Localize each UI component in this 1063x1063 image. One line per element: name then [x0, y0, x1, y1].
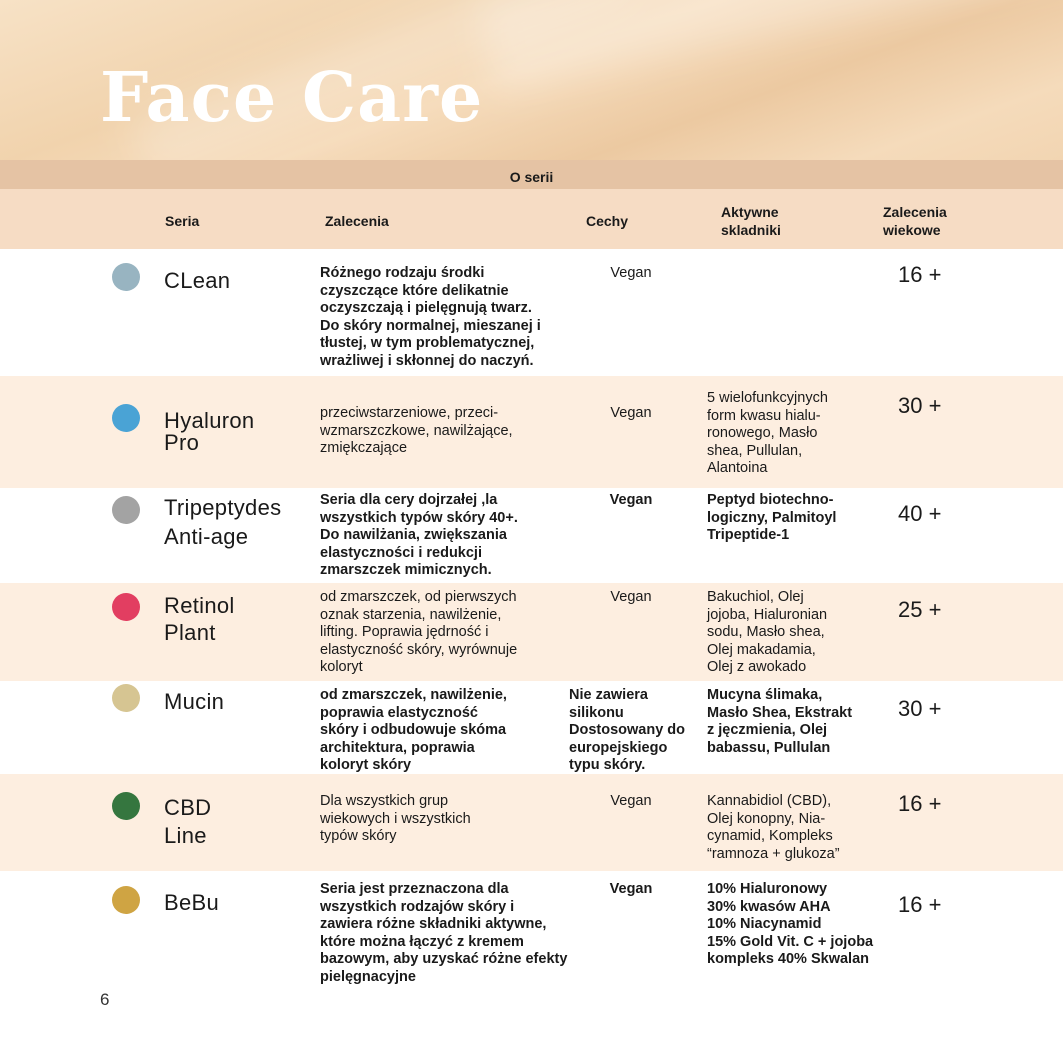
series-color-dot [112, 886, 140, 914]
text-line: Vegan [609, 492, 653, 508]
text-line: elastyczność skóry, wyrównuje [320, 641, 518, 658]
text-line: Do nawilżania, zwiększania [320, 527, 507, 543]
text-line: europejskiego [569, 739, 668, 756]
series-description [320, 793, 565, 846]
text-line: 10% Niacynamid [707, 916, 822, 932]
series-name [164, 688, 309, 715]
text-line: wzmarszczkowe, nawilżające, [320, 422, 513, 439]
series-age: 25 + [898, 597, 942, 622]
text-line: silikonu [569, 704, 624, 721]
text-line: typów skóry [320, 828, 397, 844]
text-line: Dostosowany do [569, 722, 686, 738]
text-line: 5 wielofunkcyjnych [707, 390, 828, 406]
text-line: sodu, Masło shea, [707, 624, 825, 640]
text-line: czyszczące które delikatnie [320, 282, 509, 299]
series-ingredients [707, 492, 882, 545]
table-row [0, 871, 1063, 986]
series-description [320, 687, 565, 775]
text-line: oczyszczają i pielęgnują twarz. [320, 300, 532, 316]
text-line: logiczny, Palmitoyl [707, 509, 837, 526]
series-name [164, 794, 309, 849]
series-features [586, 881, 676, 899]
series-color-dot [112, 593, 140, 621]
text-line: od zmarszczek, nawilżenie, [320, 687, 507, 703]
text-line: zmarszczek mimicznych. [320, 562, 492, 578]
series-name-line2: Line [164, 823, 207, 848]
series-name-line1: CLean [164, 268, 231, 293]
header-series: Seria [165, 213, 200, 229]
series-features [586, 405, 676, 423]
table-row [0, 488, 1063, 583]
text-line: 30% kwasów AHA [707, 898, 831, 915]
series-name-line1: Mucin [164, 689, 225, 714]
text-line: Masło Shea, Ekstrakt [707, 704, 853, 721]
text-line: shea, Pullulan, [707, 442, 803, 459]
series-name [164, 494, 309, 550]
table-row [0, 249, 1063, 376]
text-line: Dla wszystkich grup [320, 793, 449, 809]
text-line: Alantoina [707, 460, 768, 476]
text-line: “ramnoza + glukoza” [707, 845, 840, 862]
about-series-header: O serii [0, 160, 1063, 189]
page-title: Face Care [100, 58, 484, 138]
series-color-dot [112, 496, 140, 524]
series-color-dot [112, 792, 140, 820]
header-active-line2: skladniki [721, 222, 781, 238]
series-color-dot [112, 684, 140, 712]
series-description [320, 405, 565, 458]
text-line: typu skóry. [569, 757, 646, 773]
text-line: zawiera różne składniki aktywne, [320, 916, 547, 932]
text-line: Vegan [609, 881, 653, 897]
series-name [164, 889, 309, 916]
text-line: od zmarszczek, od pierwszych [320, 589, 517, 605]
text-line: wszystkich typów skóry 40+. [320, 509, 518, 526]
header-age [883, 203, 947, 239]
hero-banner [0, 0, 1063, 160]
series-description [320, 589, 565, 677]
text-line: poprawia elastyczność [320, 704, 478, 721]
table-row [0, 774, 1063, 871]
text-line: Peptyd biotechno- [707, 492, 834, 508]
text-line: Olej konopny, Nia- [707, 810, 826, 827]
text-line: Vegan [610, 793, 652, 809]
text-line: koloryt [320, 659, 363, 675]
text-line: bazowym, aby uzyskać różne efekty [320, 951, 568, 967]
series-name-line1: Tripeptydes [164, 495, 282, 520]
text-line: ronowego, Masło [707, 425, 818, 441]
text-line: Olej z awokado [707, 659, 807, 675]
series-description [320, 881, 585, 986]
text-line: skóry i odbudowuje skóma [320, 722, 507, 738]
table-row [0, 583, 1063, 681]
text-line: lifting. Poprawia jędrność i [320, 624, 489, 640]
series-description [320, 265, 565, 370]
text-line: które można łączyć z kremem [320, 933, 524, 950]
text-line: Nie zawiera [569, 687, 648, 703]
series-features [586, 492, 676, 510]
table-row [0, 376, 1063, 488]
series-name [164, 407, 309, 456]
series-ingredients [707, 881, 887, 969]
text-line: Vegan [610, 265, 652, 281]
text-line: 15% Gold Vit. C + jojoba [707, 933, 874, 950]
text-line: form kwasu hialu- [707, 407, 821, 424]
text-line: Różnego rodzaju środki [320, 265, 485, 281]
text-line: architektura, poprawia [320, 739, 475, 756]
series-description [320, 492, 565, 580]
series-name-line2: Anti-age [164, 524, 249, 549]
page-number: 6 [100, 990, 110, 1009]
header-features: Cechy [586, 213, 629, 229]
text-line: Do skóry normalnej, mieszanej i [320, 317, 541, 334]
table-header [0, 189, 1063, 249]
text-line: Seria jest przeznaczona dla [320, 881, 509, 897]
text-line: koloryt skóry [320, 757, 412, 773]
series-features [586, 793, 676, 811]
text-line: przeciwstarzeniowe, przeci- [320, 405, 499, 421]
header-active-line1: Aktywne [721, 204, 779, 220]
series-features [569, 687, 699, 775]
series-color-dot [112, 404, 140, 432]
text-line: jojoba, Hialuronian [707, 606, 828, 623]
series-ingredients [707, 687, 882, 757]
series-color-dot [112, 263, 140, 291]
series-age: 16 + [898, 262, 942, 287]
series-name-line1: CBD [164, 795, 212, 820]
series-age: 30 + [898, 393, 942, 418]
series-age: 16 + [898, 791, 942, 816]
series-features [586, 589, 676, 607]
text-line: z jęczmienia, Olej [707, 722, 828, 738]
series-ingredients [707, 390, 882, 478]
series-age: 16 + [898, 892, 942, 917]
header-active-ingredients [721, 203, 781, 239]
text-line: Tripeptide-1 [707, 527, 790, 543]
text-line: cynamid, Kompleks [707, 828, 833, 844]
text-line: wrażliwej i skłonnej do naczyń. [320, 352, 534, 369]
series-name [164, 267, 309, 294]
text-line: zmiękczające [320, 440, 408, 456]
series-ingredients [707, 589, 882, 677]
text-line: pielęgnacyjne [320, 968, 416, 985]
text-line: wiekowych i wszystkich [320, 810, 471, 827]
header-recommendations: Zalecenia [325, 213, 389, 229]
text-line: kompleks 40% Skwalan [707, 951, 869, 967]
text-line: Mucyna ślimaka, [707, 687, 823, 703]
series-name-line2: Plant [164, 620, 216, 645]
text-line: babassu, Pullulan [707, 739, 831, 756]
series-features [586, 265, 676, 283]
table-row [0, 681, 1063, 774]
text-line: wszystkich rodzajów skóry i [320, 898, 515, 915]
series-name-line1: Retinol [164, 593, 235, 618]
text-line: oznak starzenia, nawilżenie, [320, 606, 502, 623]
text-line: Bakuchiol, Olej [707, 589, 804, 605]
series-name [164, 592, 309, 646]
header-age-line2: wiekowe [883, 222, 941, 238]
series-ingredients [707, 793, 882, 863]
text-line: Seria dla cery dojrzałej ,la [320, 492, 498, 508]
series-age: 30 + [898, 696, 942, 721]
text-line: 10% Hialuronowy [707, 881, 828, 897]
text-line: tłustej, w tym problematycznej, [320, 335, 535, 351]
text-line: elastyczności i redukcji [320, 544, 482, 561]
series-name-line2: Pro [164, 430, 200, 455]
series-name-line1: BeBu [164, 890, 220, 915]
header-age-line1: Zalecenia [883, 204, 947, 220]
series-age: 40 + [898, 501, 942, 526]
series-name-line1: Hyaluron [164, 408, 255, 433]
text-line: Kannabidiol (CBD), [707, 793, 832, 809]
text-line: Olej makadamia, [707, 641, 816, 658]
text-line: Vegan [610, 589, 652, 605]
text-line: Vegan [610, 405, 652, 421]
